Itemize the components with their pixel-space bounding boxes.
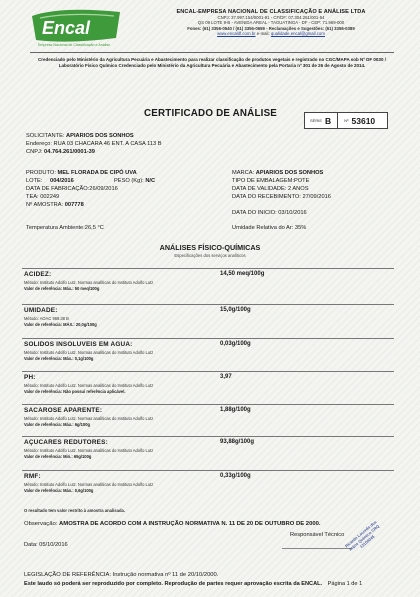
recebimento-row: DATA DO RECEBIMENTO: 27/09/2016 bbox=[232, 194, 331, 200]
email-label: e-mail: bbox=[256, 30, 270, 36]
param-solidos: SOLIDOS INSOLUVEIS EM AGUA: 0,03g/100g Método: Instituto Adolfo Lutz. Normas analíticas do Instituto Adolfo Lutz Valor de referência: Máx.: 0,1g/100g bbox=[22, 338, 394, 374]
responsible-label: Responsável Técnico bbox=[290, 532, 345, 538]
param-acucares: AÇUCARES REDUTORES: 93,88g/100g Método: Instituto Adolfo Lutz. Normas analíticas do Instituto Adolfo Lutz Valor de referência: Min.: 65g/100g bbox=[22, 436, 394, 472]
humidity-row: Umidade Relativa do Ar: 35% bbox=[232, 225, 307, 231]
legislation-reference: LEGISLAÇÃO DE REFERÊNCIA: Instrução normativa nº 11 de 20/10/2000. bbox=[24, 572, 219, 578]
company-website[interactable]: www.encaldf.com.br bbox=[217, 30, 256, 36]
serie-label: SÉRIE bbox=[310, 118, 323, 123]
param-ph: PH: 3,97 Método: Instituto Adolfo Lutz. Normas analíticas do Instituto Adolfo Lutz Valor de referência: Não possui referência aplicável. bbox=[22, 371, 394, 407]
inicio-row: DATA DO INICIO: 03/10/2016 bbox=[232, 210, 307, 216]
company-header bbox=[136, 9, 406, 36]
validade-row: DATA DE VALIDADE: 2 ANOS bbox=[232, 186, 309, 192]
param-umidade: UMIDADE: 15,0g/100g Método: AOAC 969.38 B Valor de referência: MÁX.: 20,0g/100g bbox=[22, 304, 394, 340]
serie-value: B bbox=[325, 115, 332, 126]
fabricacao-date: DATA DE FABRICAÇÃO:26/09/2016 bbox=[26, 186, 118, 192]
company-email[interactable]: qualidade.encal@gmail.com bbox=[270, 30, 325, 36]
svg-text:Encal: Encal bbox=[42, 18, 91, 38]
encal-logo bbox=[30, 8, 122, 48]
number-label: Nº bbox=[344, 118, 349, 123]
param-acidez: ACIDEZ: 14,50 meq/100g Método: Instituto Adolfo Lutz. Normas analíticas do Instituto Adolfo Lutz Valor de referência: Máx.: 50 meq/100g bbox=[22, 268, 394, 304]
embalagem-row: TIPO DE EMBALAGEM:POTE bbox=[232, 178, 310, 184]
company-cnpj: CNPJ: 37.997.154/0001-91 - CF/DF: 07.304.251/001-54 bbox=[217, 15, 325, 20]
temperature-row: Temperatura Ambiente:26,5 °C bbox=[26, 225, 104, 231]
client-address: Endereço: RUA 03 CHACARA 46 ENT. A CASA 113 B bbox=[26, 141, 162, 147]
svg-text:Empresa Nacional de Classifica: Empresa Nacional de Classificação e Análise bbox=[38, 43, 111, 47]
marca-row: MARCA: APIARIOS DOS SONHOS bbox=[232, 170, 324, 176]
company-address: QS 09 LOTE 9-B - AVENIDA AREAL - TAGUATINGA - DF - CEP: 71.969-000 bbox=[197, 20, 345, 26]
header-divider bbox=[30, 52, 394, 53]
product-row: PRODUTO: MEL FLORADA DE CIPÓ UVA bbox=[26, 170, 137, 176]
serie-number-box bbox=[304, 112, 388, 129]
footer-disclaimer-row: Este laudo só poderá ser reproduzido por completo. Reprodução de partes requer aprovação escrita da ENCAL. Página 1 de 1 bbox=[24, 581, 363, 587]
observation-row: Observação: AMOSTRA DE ACORDO COM A INSTRUÇÃO NORMATIVA N. 11 DE 20 DE OUTUBRO DE 2000. bbox=[24, 521, 321, 527]
tea-row: TEA: 002249 bbox=[26, 194, 60, 200]
solicitante-row: SOLICITANTE: APIARIOS DOS SONHOS bbox=[26, 133, 134, 139]
analysis-subtitle: Especificações dos serviços analíticos bbox=[174, 253, 246, 258]
company-phones: Fones: (61) 3356-0540 / (61) 3356-0659 - Reclamações e Sugestões: (61) 3356-0389 bbox=[187, 25, 355, 31]
certificate-title: CERTIFICADO DE ANÁLISE bbox=[144, 108, 278, 119]
result-note: O resultado tem valor restrito à amostra analisada. bbox=[24, 508, 126, 513]
peso-row: PESO (Kg): N/C bbox=[114, 178, 156, 184]
report-date: Data: 05/10/2016 bbox=[24, 542, 68, 548]
certificate-number: 53610 bbox=[351, 115, 376, 126]
technician-stamp: Ricardo Lacerda dos Anjos Químico CRQ 12100045 bbox=[343, 519, 381, 552]
company-name: ENCAL-EMPRESA NACIONAL DE CLASSIFICAÇÃO E ANÁLISE LTDA bbox=[176, 9, 366, 15]
param-sacarose: SACAROSE APARENTE: 1,88g/100g Método: Instituto Adolfo Lutz. Normas analíticas do Instituto Adolfo Lutz Valor de referência: Máx.: 6g/100g bbox=[22, 404, 394, 440]
lote-row: LOTE: 004/2016 bbox=[26, 178, 74, 184]
analysis-title: ANÁLISES FÍSICO-QUÍMICAS bbox=[159, 243, 261, 252]
credential-text: Credenciado pelo Ministério da Agricultura Pecuária e Abastecimento para realizar classificação de produtos vegetais e registrado no CGC/MAPA sob Nº DF 0030 / Laboratório Físico Químico Credenciado pelo Ministério da Agricultura Pecuária e Abastecimento pela Portaria nº 301 de 26 de Agosto de 2014. bbox=[38, 57, 386, 68]
client-cnpj-row: CNPJ: 04.764.261/0001-39 bbox=[26, 149, 95, 155]
param-rmf: RMF: 0,33g/100g Método: Instituto Adolfo Lutz. Normas analíticas do Instituto Adolfo Lutz Valor de referência: Máx.: 0,6g/100g bbox=[22, 470, 394, 506]
amostra-row: Nº AMOSTRA: 007778 bbox=[26, 202, 84, 208]
